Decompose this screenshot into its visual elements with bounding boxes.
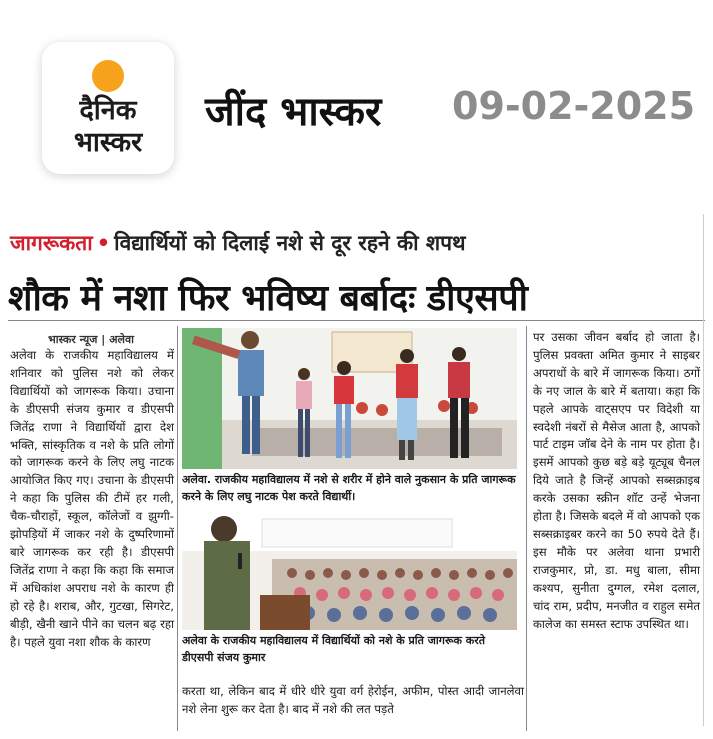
column-divider-left [177,326,178,731]
clip-edge [703,214,704,726]
logo-line-2: भास्कर [73,127,143,158]
column-divider-right [526,326,527,731]
dsp-speech-caption: अलेवा के राजकीय महाविद्यालय में विद्यार्थियों को नशे के प्रति जागरूक करते डीएसपी संजय कुमार [182,634,485,664]
dsp-speech-photo [182,513,517,630]
edition-title: जींद भास्कर [205,89,382,135]
article-column-middle-bottom: करता था, लेकिन बाद में धीरे धीरे युवा वर्ग हेरोईन, अफीम, पोस्त आदी जानलेवा नशे लेना शुरू कर देता है। बाद में नशे की लत पड़ते [182,684,524,716]
dainik-bhaskar-logo [42,42,174,174]
skit-photo-caption: अलेवा. राजकीय महाविद्यालय में नशे से शरीर में होने वाले नुकसान के प्रति जागरूक करने के लिए लघु नाटक पेश करते विद्यार्थी। [182,473,516,503]
logo-line-1: दैनिक [79,95,137,126]
topic-bullet: • [96,231,111,255]
edition-date: 09-02-2025 [452,84,696,128]
topic-label: जागरूकता [10,231,93,255]
topic-row [10,229,466,257]
skit-photo [182,328,517,469]
article-column-left: अलेवा के राजकीय महाविद्यालय में शनिवार को पुलिस नशे को लेकर विद्यार्थियों को जागरूक किया। उचाना के डीएसपी संजय कुमार व डीएसपी जितेंद्र राणा ने विद्यार्थियों द्वारा देश भक्ति, सांस्कृतिक व नशे के प्रति लोगों को जागरूक करने के लिए लघु नाटक आयोजित किए गए। उचाना के डीएसपी ने कहा कि पुलिस की टीमें हर गली, चैक-चौराहों, स्कूल, कॉलेजों व झुग्गी-झोपड़ियों में जाकर नशे के दुष्परिणामों बारे जागरूक कर रही है। डीएसपी जितेंद्र राणा ने कहा कि कहा कि समाज में अधिकांश अपराध नशे के कारण ही हो रहे है। शराब, और, गुटखा, सिगरेट, बीड़ी, खैनी खाने पीने का चलन बढ़ रहा है। पहले युवा नशा शौक के कारण [10,348,174,649]
article-column-right: पर उसका जीवन बर्बाद हो जाता है। पुलिस प्रवक्ता अमित कुमार ने साइबर अपराधों के बारे में जागरूक किया। ठगों के नए जाल के बारे में बताया। कहा कि पहले आपके वाट्सएप पर विदेशी या स्वदेशी नंबरों से मैसेज आता है, आपको पार्ट टाइम जॉब देने के नाम पर होता है। इसमें आपको कुछ बड़े बड़े यूट्यूब चैनल दिये जाते है जिन्हें आपको सब्सक्राइब करके उसका स्क्रीन शॉट उन्हें भेजना होता है। जिसके बदले में वो आपको एक सब्सक्राइबर करने का 50 रुपये देते हैं। इस मौके पर अलेवा थाना प्रभारी राजकुमार, प्रो, डा. मधु बाला, सीमा कश्यप, सुनीता दुग्गल, रमेश दलाल, चांद राम, प्रदीप, मनजीत व राहुल समेत कालेज का समस्त स्टाफ उपस्थित था। [533,330,700,631]
headline-rule [8,320,705,321]
byline: भास्कर न्यूज | अलेवा [48,333,134,346]
headline: शौक में नशा फिर भविष्य बर्बादः डीएसपी [8,278,528,319]
subheadline: विद्यार्थियों को दिलाई नशे से दूर रहने की शपथ [114,231,466,255]
sun-icon [92,60,124,92]
newspaper-clipping [0,214,713,739]
